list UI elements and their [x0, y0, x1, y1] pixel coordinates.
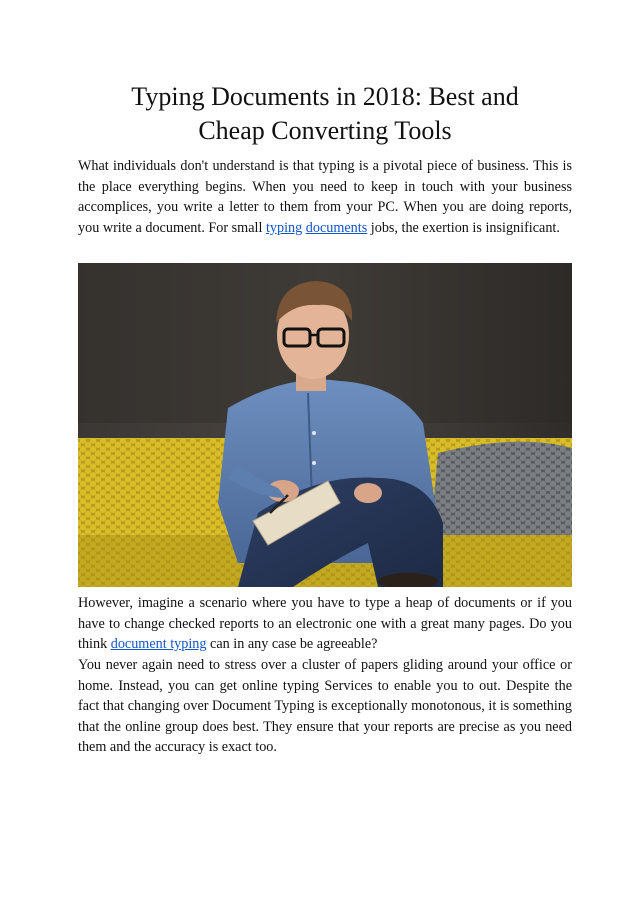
scenario-text-2: can in any case be agreeable? — [206, 636, 378, 653]
scenario-paragraph — [78, 593, 572, 655]
scenario-text-1: However, imagine a scenario where you have to type a heap of documents or if you have to change checked reports to an electronic one with a great many pages. Do you think — [78, 595, 572, 653]
title-line-2: Cheap Converting Tools — [198, 116, 452, 145]
article-photo — [78, 263, 572, 587]
page-title — [78, 80, 572, 148]
intro-text-before: What individuals don't understand is that typing is a pivotal piece of business. This is the place everything begins. When you need to keep in touch with your business accomplices, you write a letter to them from your PC. When you are doing reports, you write a document. For small — [78, 158, 572, 236]
intro-paragraph — [78, 156, 572, 238]
document-typing-link[interactable]: document typing — [110, 636, 207, 653]
title-line-1: Typing Documents in 2018: Best and — [131, 82, 519, 111]
documents-link[interactable]: documents — [305, 219, 368, 236]
closing-paragraph: You never again need to stress over a cluster of papers gliding around your office or home. Instead, you can get online typing Services to enable you to out. Despite the fact that changing over Document Typing is exceptionally monotonous, it is something that the online group does best. They ensure that your reports are precise as you need them and the accuracy is exact too. — [78, 657, 572, 756]
intro-text-after: jobs, the exertion is insignificant. — [367, 219, 560, 236]
typing-link[interactable]: typing — [265, 219, 303, 236]
